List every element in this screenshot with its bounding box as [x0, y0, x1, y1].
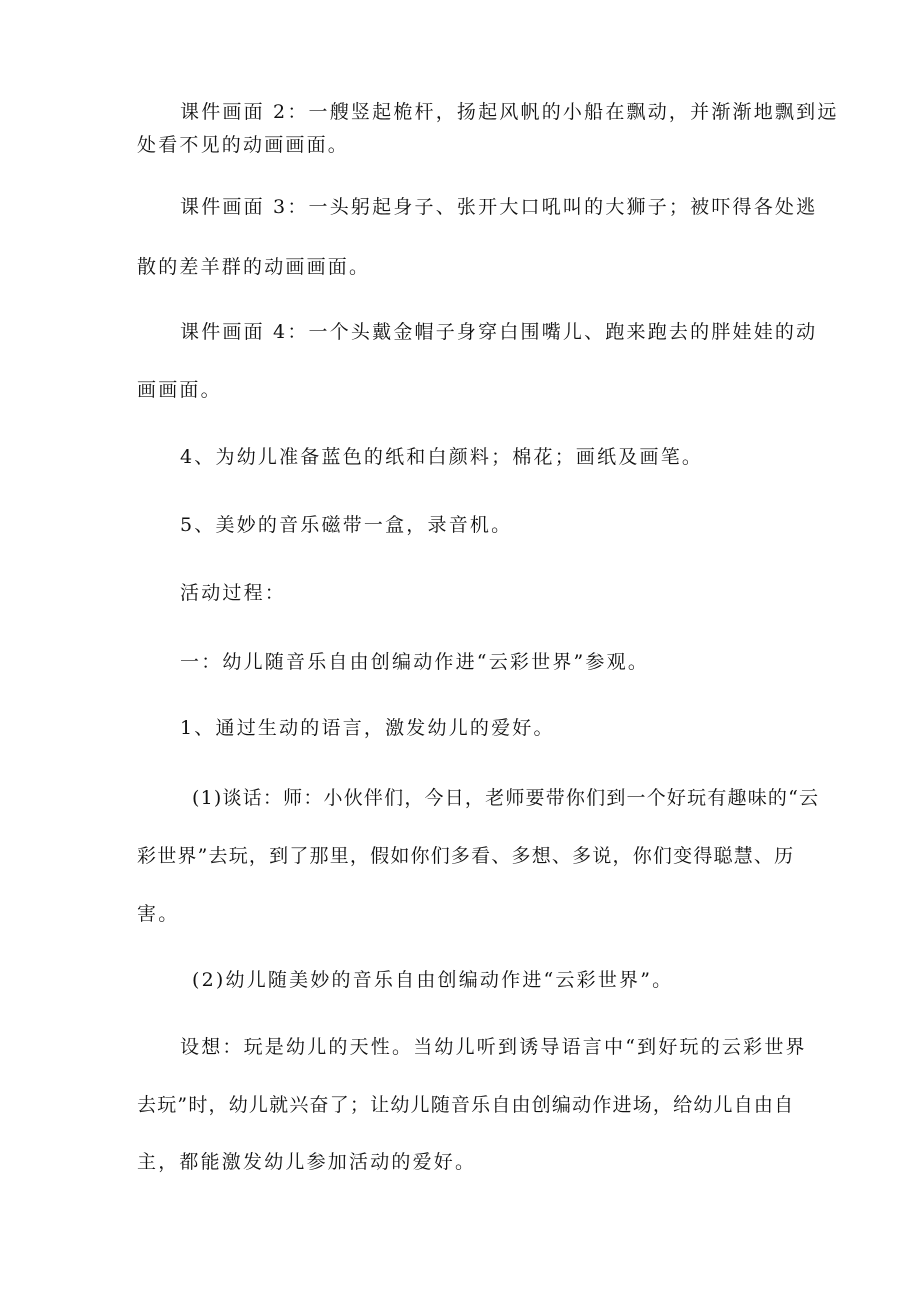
paragraph-line: 4、为幼儿准备蓝色的纸和白颜料；棉花；画纸及画笔。: [180, 446, 704, 468]
paragraph-line: 5、美妙的音乐磁带一盒，录音机。: [180, 514, 513, 536]
paragraph-line: 设想：玩是幼儿的天性。当幼儿听到诱导语言中“到好玩的云彩世界: [180, 1036, 807, 1058]
paragraph-line: 课件画面 4：一个头戴金帽子身穿白围嘴儿、跑来跑去的胖娃娃的动: [180, 321, 818, 343]
paragraph-line: 处看不见的动画画面。: [137, 134, 350, 156]
paragraph-line: 彩世界”去玩，到了那里，假如你们多看、多想、多说，你们变得聪慧、历: [137, 845, 795, 867]
paragraph-line: 去玩”时，幼儿就兴奋了；让幼儿随音乐自由创编动作进场，给幼儿自由自: [137, 1094, 795, 1116]
paragraph-line: 画画面。: [137, 379, 222, 401]
paragraph-line: (2)幼儿随美妙的音乐自由创编动作进“云彩世界”。: [192, 969, 674, 991]
section-heading: 活动过程：: [180, 582, 287, 604]
paragraph-line: 主，都能激发幼儿参加活动的爱好。: [137, 1151, 477, 1173]
paragraph-line: (1)谈话：师：小伙伴们，今日，老师要带你们到一个好玩有趣味的“云: [192, 787, 820, 809]
paragraph-line: 1、通过生动的语言，激发幼儿的爱好。: [180, 717, 555, 739]
paragraph-line: 课件画面 2：一艘竖起桅杆，扬起风帆的小船在飘动，并渐渐地飘到远: [180, 101, 839, 123]
paragraph-line: 一：幼儿随音乐自由创编动作进“云彩世界”参观。: [180, 651, 650, 673]
paragraph-line: 害。: [137, 903, 180, 925]
paragraph-line: 课件画面 3：一头躬起身子、张开大口吼叫的大狮子；被吓得各处逃: [180, 196, 818, 218]
paragraph-line: 散的差羊群的动画画面。: [137, 256, 371, 278]
